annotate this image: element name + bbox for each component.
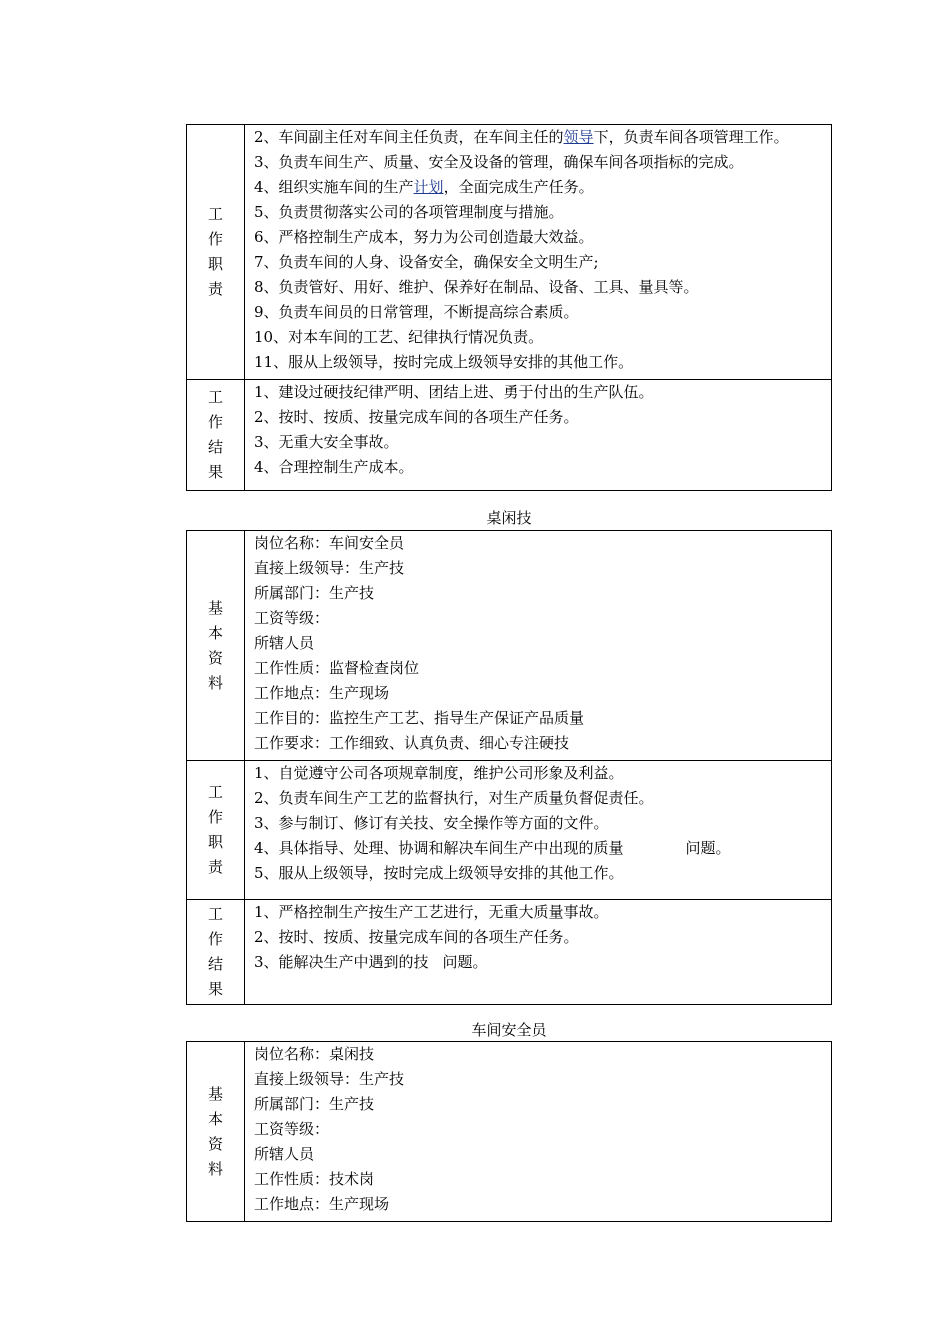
line-text: 5、服从上级领导，按时完成上级领导安排的其他工作。 — [254, 864, 624, 882]
content-line — [254, 656, 831, 681]
line-text: 9、负责车间员的日常管理，不断提高综合素质。 — [254, 303, 579, 321]
line-text: 1、自觉遵守公司各项规章制度，维护公司形象及利益。 — [254, 764, 624, 782]
content-line — [254, 861, 831, 886]
content-line — [254, 125, 831, 150]
line-text: 工作性质：监督检查岗位 — [254, 659, 420, 677]
content-line — [254, 581, 831, 606]
content-line — [254, 1117, 831, 1142]
line-text: 4、合理控制生产成本。 — [254, 458, 414, 476]
line-text: 下，负责车间各项管理工作。 — [593, 128, 789, 146]
line-text: 2、按时、按质、按量完成车间的各项生产任务。 — [254, 928, 579, 946]
line-text: 所属部门：生产技 — [254, 1095, 375, 1113]
section-content — [245, 125, 832, 380]
content-line — [254, 405, 831, 430]
content-line — [254, 1192, 831, 1217]
content-line — [254, 380, 831, 405]
line-text: 4、组织实施车间的生产 — [254, 178, 414, 196]
section-label-text: 工作职责 — [207, 205, 223, 298]
line-text: 问题。 — [685, 839, 731, 857]
line-text: 所辖人员 — [254, 1145, 315, 1163]
content-line — [254, 430, 831, 455]
content-line — [254, 175, 831, 200]
line-text: 3、参与制订、修订有关技、安全操作等方面的文件。 — [254, 814, 609, 832]
content-line — [254, 350, 831, 375]
content-line — [254, 786, 831, 811]
line-text: 1、建设过硬技纪律严明、团结上进、勇于付出的生产队伍。 — [254, 383, 654, 401]
content-line — [254, 1167, 831, 1192]
section-heading-3: 车间安全员 — [471, 1021, 547, 1039]
content-line — [254, 300, 831, 325]
line-text: 直接上级领导：生产技 — [254, 1070, 405, 1088]
line-text: 工作目的：监控生产工艺、指导生产保证产品质量 — [254, 709, 585, 727]
content-line — [254, 950, 831, 975]
line-text: 10、对本车间的工艺、纪律执行情况负责。 — [254, 328, 544, 346]
line-text: 直接上级领导：生产技 — [254, 559, 405, 577]
line-text: 3、负责车间生产、质量、安全及设备的管理，确保车间各项指标的完成。 — [254, 153, 744, 171]
content-line — [254, 631, 831, 656]
content-line — [254, 606, 831, 631]
line-text: 工作要求：工作细致、认真负责、细心专注硬技 — [254, 734, 570, 752]
line-text: 2、负责车间生产工艺的监督执行，对生产质量负督促责任。 — [254, 789, 654, 807]
line-text: 工作性质：技术岗 — [254, 1170, 375, 1188]
section-label-text: 基本资料 — [207, 1084, 223, 1178]
content-line — [254, 1042, 831, 1067]
content-line — [254, 325, 831, 350]
line-text: 所属部门：生产技 — [254, 584, 375, 602]
line-text: 工作地点：生产现场 — [254, 684, 390, 702]
line-text: 7、负责车间的人身、设备安全，确保安全文明生产; — [254, 253, 599, 271]
section-label-text: 工作结果 — [207, 388, 223, 481]
section-label-text: 基本资料 — [207, 598, 223, 692]
content-line — [254, 556, 831, 581]
line-text: 8、负责管好、用好、维护、保养好在制品、设备、工具、量具等。 — [254, 278, 699, 296]
section-content — [245, 380, 832, 491]
section-content — [245, 761, 832, 900]
section-row — [187, 531, 832, 761]
section-content — [245, 900, 832, 1005]
line-text: ，全面完成生产任务。 — [443, 178, 594, 196]
section-row — [187, 761, 832, 900]
section-row — [187, 125, 832, 380]
content-line — [254, 200, 831, 225]
section-label-text: 工作职责 — [207, 783, 223, 876]
line-text: 2、车间副主任对车间主任负责，在车间主任的 — [254, 128, 564, 146]
section-label-text: 工作结果 — [207, 905, 223, 998]
line-text: 所辖人员 — [254, 634, 315, 652]
content-line — [254, 925, 831, 950]
content-line — [254, 225, 831, 250]
content-line — [254, 761, 831, 786]
content-line — [254, 811, 831, 836]
content-line — [254, 836, 831, 861]
section-content — [245, 1042, 832, 1222]
section-label — [187, 531, 245, 761]
line-text: 问题。 — [442, 953, 488, 971]
section-label — [187, 900, 245, 1005]
content-line — [254, 1142, 831, 1167]
content-line — [254, 681, 831, 706]
section-label — [187, 761, 245, 900]
content-line — [254, 1067, 831, 1092]
section-label — [187, 380, 245, 491]
content-line — [254, 900, 831, 925]
line-text: 5、负责贯彻落实公司的各项管理制度与措施。 — [254, 203, 564, 221]
section-label — [187, 1042, 245, 1222]
line-text: 4、具体指导、处理、协调和解决车间生产中出现的质量 — [254, 839, 624, 857]
line-text: 3、无重大安全事故。 — [254, 433, 399, 451]
inline-link[interactable]: 计划 — [413, 178, 444, 196]
section-label — [187, 125, 245, 380]
line-text: 工作地点：生产现场 — [254, 1195, 390, 1213]
job-table-deputy-director — [186, 124, 832, 491]
content-line — [254, 706, 831, 731]
content-line — [254, 455, 831, 480]
job-table-technician — [186, 1041, 832, 1222]
content-line — [254, 275, 831, 300]
line-text: 3、能解决生产中遇到的技 — [254, 953, 429, 971]
line-text: 岗位名称：车间安全员 — [254, 534, 405, 552]
line-text: 6、严格控制生产成本，努力为公司创造最大效益。 — [254, 228, 594, 246]
content-line — [254, 1092, 831, 1117]
line-text: 2、按时、按质、按量完成车间的各项生产任务。 — [254, 408, 579, 426]
content-line — [254, 250, 831, 275]
section-row — [187, 900, 832, 1005]
inline-link[interactable]: 领导 — [563, 128, 594, 146]
section-row — [187, 1042, 832, 1222]
line-text: 工资等级： — [254, 609, 330, 627]
section-heading-2: 桌闲技 — [486, 509, 532, 527]
line-text: 岗位名称：桌闲技 — [254, 1045, 375, 1063]
content-line — [254, 150, 831, 175]
section-row — [187, 380, 832, 491]
line-text: 工资等级： — [254, 1120, 330, 1138]
content-line — [254, 731, 831, 756]
section-content — [245, 531, 832, 761]
line-text: 1、严格控制生产按生产工艺进行，无重大质量事故。 — [254, 903, 609, 921]
content-line — [254, 531, 831, 556]
line-text: 11、服从上级领导，按时完成上级领导安排的其他工作。 — [254, 353, 634, 371]
job-table-safety-officer — [186, 530, 832, 1005]
